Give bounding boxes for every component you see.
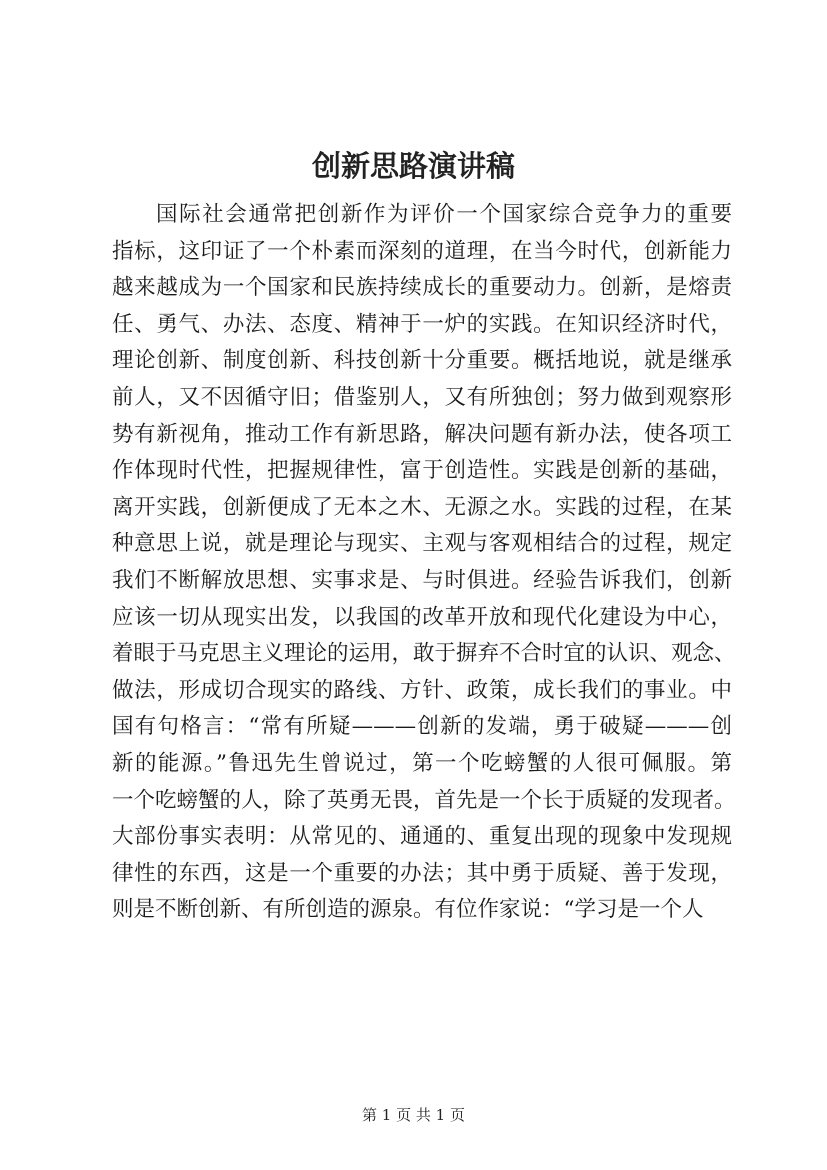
- paragraph-line: 越来越成为一个国家和民族持续成长的重要动力。创新，是熔责: [112, 275, 732, 301]
- paragraph-line: 指标，这印证了一个朴素而深刻的道理，在当今时代，创新能力: [112, 238, 732, 264]
- paragraph-line: 作体现时代性，把握规律性，富于创造性。实践是创新的基础，: [112, 458, 732, 484]
- paragraph-line: 任、勇气、办法、态度、精神于一炉的实践。在知识经济时代，: [112, 311, 732, 337]
- paragraph-line: 离开实践，创新便成了无本之木、无源之水。实践的过程，在某: [112, 494, 732, 520]
- paragraph-line: 应该一切从现实出发，以我国的改革开放和现代化建设为中心，: [112, 604, 732, 630]
- paragraph-line: 新的能源。”鲁迅先生曾说过，第一个吃螃蟹的人很可佩服。第: [112, 750, 732, 776]
- paragraph-line: 国际社会通常把创新作为评价一个国家综合竞争力的重要: [156, 202, 732, 227]
- document-title: 创新思路演讲稿: [311, 149, 515, 183]
- paragraph-line: 理论创新、制度创新、科技创新十分重要。概括地说，就是继承: [112, 348, 732, 374]
- paragraph-line: 我们不断解放思想、实事求是、与时俱进。经验告诉我们，创新: [112, 567, 732, 593]
- paragraph-line: 大部份事实表明：从常见的、通通的、重复出现的现象中发现规: [112, 824, 732, 850]
- paragraph-line: 前人，又不因循守旧；借鉴别人，又有所独创；努力做到观察形: [112, 384, 732, 410]
- paragraph-line: 着眼于马克思主义理论的运用，敢于摒弃不合时宜的认识、观念、: [112, 641, 736, 667]
- paragraph-line: 一个吃螃蟹的人，除了英勇无畏，首先是一个长于质疑的发现者。: [112, 787, 736, 813]
- paragraph-line: 势有新视角，推动工作有新思路，解决问题有新办法，使各项工: [112, 421, 732, 447]
- paragraph-line: 国有句格言：“常有所疑———创新的发端，勇于破疑———创: [112, 714, 732, 740]
- paragraph-line: 律性的东西，这是一个重要的办法；其中勇于质疑、善于发现，: [112, 860, 732, 886]
- paragraph-line: 种意思上说，就是理论与现实、主观与客观相结合的过程，规定: [112, 531, 732, 557]
- paragraph-line: 则是不断创新、有所创造的源泉。有位作家说：“学习是一个人: [112, 897, 704, 923]
- paragraph-line: 做法，形成切合现实的路线、方针、政策，成长我们的事业。中: [112, 677, 732, 703]
- body-paragraph: [112, 200, 736, 932]
- page-footer: 第 1 页 共 1 页: [362, 1106, 465, 1124]
